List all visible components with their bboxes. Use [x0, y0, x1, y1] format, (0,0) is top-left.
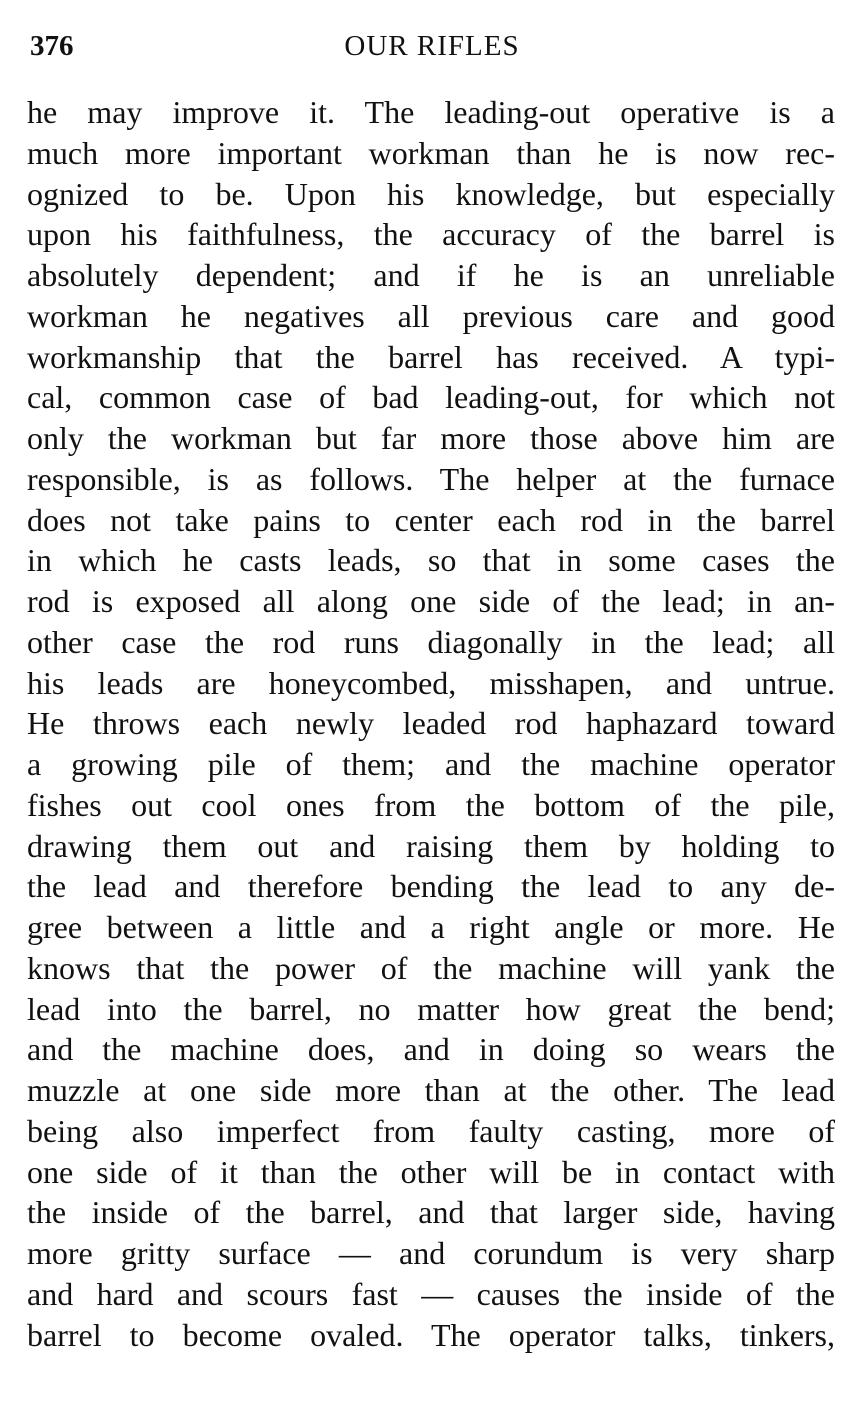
text-line: absolutely dependent; and if he is an unreliable: [27, 257, 835, 293]
text-line: upon his faithfulness, the accuracy of the barrel is: [27, 216, 835, 253]
page-header: [30, 30, 834, 70]
text-line: in which he casts leads, so that in some cases the: [27, 542, 835, 579]
text-line: knows that the power of the machine will yank the: [27, 949, 835, 986]
text-line: barrel to become ovaled. The operator talks, tinkers,: [27, 1316, 835, 1353]
text-line: responsible, is as follows. The helper at the furnace: [27, 460, 835, 497]
text-line: drawing them out and raising them by holding to: [27, 827, 835, 864]
text-line: his leads are honeycombed, misshapen, and untrue.: [27, 664, 835, 701]
text-line: the inside of the barrel, and that larger side, having: [27, 1194, 835, 1231]
running-title: OUR RIFLES: [344, 30, 520, 62]
text-line: only the workman but far more those above him are: [27, 420, 835, 456]
text-line: muzzle at one side more than at the other. The lead: [27, 1072, 835, 1108]
text-line: the lead and therefore bending the lead to any de-: [27, 868, 835, 905]
page-number: 376: [30, 30, 74, 62]
text-line: rod is exposed all along one side of the lead; in an-: [27, 583, 835, 619]
text-line: workman he negatives all previous care and good: [27, 297, 835, 334]
text-line: workmanship that the barrel has received. A typi-: [27, 338, 835, 375]
text-line: other case the rod runs diagonally in the lead; all: [27, 623, 835, 660]
body-text: [27, 92, 835, 1355]
text-line: being also imperfect from faulty casting, more of: [27, 1112, 835, 1149]
text-line: ognized to be. Upon his knowledge, but especially: [27, 175, 835, 212]
text-line: more gritty surface — and corundum is very sharp: [27, 1235, 835, 1271]
text-line: and the machine does, and in doing so wears the: [27, 1031, 835, 1068]
text-line: gree between a little and a right angle or more. He: [27, 909, 835, 945]
text-line: He throws each newly leaded rod haphazard toward: [27, 705, 835, 742]
text-line: a growing pile of them; and the machine operator: [27, 746, 835, 782]
text-line: much more important workman than he is now rec-: [27, 134, 835, 171]
text-line: and hard and scours fast — causes the inside of the: [27, 1275, 835, 1312]
text-line: cal, common case of bad leading-out, for which not: [27, 379, 835, 416]
text-line: does not take pains to center each rod in the barrel: [27, 501, 835, 538]
text-line: lead into the barrel, no matter how great the bend;: [27, 990, 835, 1027]
text-line: he may improve it. The leading-out operative is a: [27, 94, 835, 130]
text-line: fishes out cool ones from the bottom of the pile,: [27, 786, 835, 823]
text-line: one side of it than the other will be in contact with: [27, 1153, 835, 1190]
